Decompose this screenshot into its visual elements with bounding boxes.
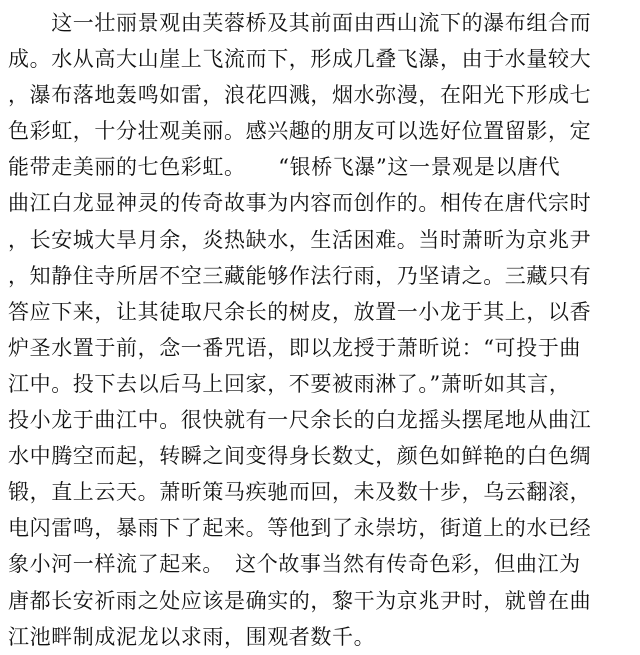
text-line: 象小河一样流了起来。 这个故事当然有传奇色彩，但曲江为 [8, 552, 581, 577]
text-line: ，长安城大旱月余，炎热缺水，生活困难。当时萧昕为京兆尹 [8, 227, 592, 252]
text-line: 唐都长安祈雨之处应该是确实的，黎干为京兆尹时，就曾在曲 [8, 588, 592, 613]
text-line: 江池畔制成泥龙以求雨，围观者数千。 [8, 624, 376, 649]
text-line: ，知静住寺所居不空三藏能够作法行雨，乃坚请之。三藏只有 [8, 263, 592, 288]
text-line: 江中。投下去以后马上回家，不要被雨淋了。”萧昕如其言， [8, 371, 571, 396]
text-line: 炉圣水置于前，念一番咒语，即以龙授于萧昕说：“可投于曲 [8, 335, 581, 360]
text-line: 能带走美丽的七色彩虹。 “银桥飞瀑”这一景观是以唐代 [8, 155, 561, 180]
text-line: 投小龙于曲江中。很快就有一尺余长的白龙摇头摆尾地从曲江 [8, 408, 592, 433]
text-line: ，瀑布落地轰鸣如雷，浪花四溅，烟水弥漫，在阳光下形成七 [8, 83, 592, 108]
text-line: 这一壮丽景观由芙蓉桥及其前面由西山流下的瀑布组合而 [8, 11, 592, 35]
text-line: 锻，直上云天。萧昕策马疾驰而回，未及数十步，乌云翻滚， [8, 480, 592, 505]
text-line: 成。水从高大山崖上飞流而下，形成几叠飞瀑，由于水量较大 [8, 47, 592, 72]
body-text [8, 5, 638, 655]
text-line: 色彩虹，十分壮观美丽。感兴趣的朋友可以选好位置留影，定 [8, 119, 592, 144]
text-line: 曲江白龙显神灵的传奇故事为内容而创作的。相传在唐代宗时 [8, 191, 592, 216]
text-line: 水中腾空而起，转瞬之间变得身长数丈，颜色如鲜艳的白色绸 [8, 444, 592, 469]
text-line: 答应下来，让其徒取尺余长的树皮，放置一小龙于其上，以香 [8, 299, 592, 324]
text-line: 电闪雷鸣，暴雨下了起来。等他到了永崇坊，街道上的水已经 [8, 516, 592, 541]
